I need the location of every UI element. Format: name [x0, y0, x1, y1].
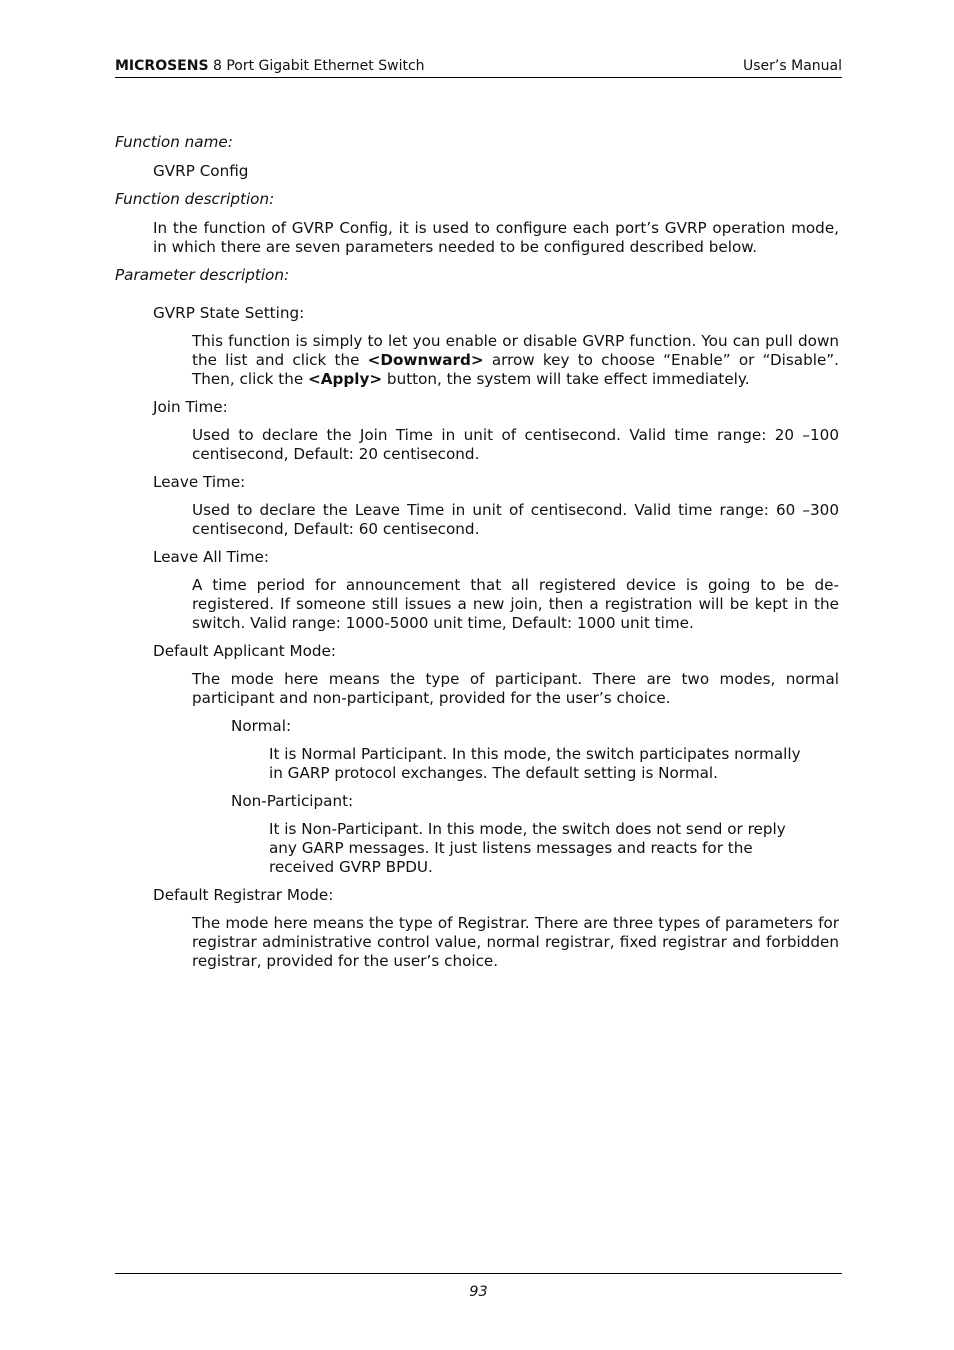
- page-content: [115, 133, 839, 980]
- non-participant-text: It is Non-Participant. In this mode, the switch does not send or reply any GARP messages. It just listens messages and reacts for the received GVRP BPDU.: [269, 820, 786, 876]
- leave-time-label: Leave Time:: [153, 473, 246, 491]
- footer-divider: [115, 1273, 842, 1274]
- header-title: [115, 57, 425, 75]
- gvrp-state-text-1: This function is simply to let you enable or disable GVRP function. You can pull down the list and click the: [192, 332, 839, 369]
- gvrp-state-label: GVRP State Setting:: [153, 304, 305, 322]
- leave-all-time-label: Leave All Time:: [153, 548, 269, 566]
- page-number: 93: [469, 1284, 488, 1300]
- applicant-mode-text: The mode here means the type of participant. There are two modes, normal participant and non-participant, provided for the user’s choice.: [192, 670, 839, 707]
- registrar-mode-text: The mode here means the type of Registrar. There are three types of parameters for registrar administrative control value, normal registrar, fixed registrar and forbidden registrar, provided for the user’s choice.: [192, 914, 839, 970]
- function-description-label: Function description:: [115, 190, 275, 208]
- product-name: 8 Port Gigabit Ethernet Switch: [208, 58, 425, 74]
- parameter-description-label: Parameter description:: [115, 266, 290, 284]
- join-time-label: Join Time:: [153, 398, 228, 416]
- function-description: In the function of GVRP Config, it is used to configure each port’s GVRP operation mode, in which there are seven parameters needed to be configured described below.: [153, 219, 839, 256]
- function-name-label: Function name:: [115, 133, 233, 151]
- non-participant-label: Non-Participant:: [231, 792, 354, 810]
- brand-name: MICROSENS: [115, 58, 209, 74]
- gvrp-state-text: [192, 332, 839, 389]
- normal-label: Normal:: [231, 717, 292, 735]
- gvrp-state-text-2: arrow key to choose “Enable” or “Disable”. Then, click the: [192, 351, 839, 388]
- page-header: [115, 57, 842, 78]
- applicant-mode-label: Default Applicant Mode:: [153, 642, 336, 660]
- registrar-mode-label: Default Registrar Mode:: [153, 886, 334, 904]
- normal-text: It is Normal Participant. In this mode, the switch participates normally in GARP protocol exchanges. The default setting is Normal.: [269, 745, 801, 782]
- apply-key: <Apply>: [308, 370, 383, 388]
- downward-key: <Downward>: [367, 351, 484, 369]
- gvrp-state-text-3: button, the system will take effect immediately.: [382, 370, 750, 388]
- leave-all-time-text: A time period for announcement that all registered device is going to be de-registered. If someone still issues a new join, then a registration will be kept in the switch. Valid range: 1000-5000 unit time, Default: 1000 unit time.: [192, 576, 839, 632]
- leave-time-text: Used to declare the Leave Time in unit of centisecond. Valid time range: 60 –300 centisecond, Default: 60 centisecond.: [192, 501, 839, 538]
- manual-title: User’s Manual: [743, 58, 842, 74]
- function-name: GVRP Config: [153, 162, 249, 180]
- join-time-text: Used to declare the Join Time in unit of centisecond. Valid time range: 20 –100 centisecond, Default: 20 centisecond.: [192, 426, 839, 463]
